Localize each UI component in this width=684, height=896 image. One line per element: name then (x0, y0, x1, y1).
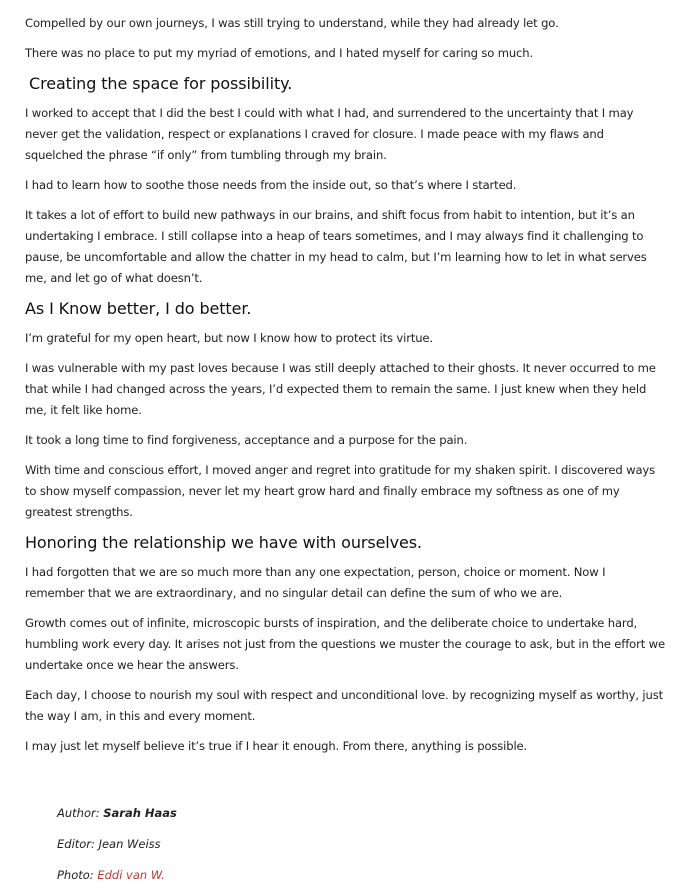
photo-credit (57, 865, 177, 896)
author-label: Author: (57, 806, 104, 820)
section-paragraph: I was vulnerable with my past loves because I was still deeply attached to their ghosts. It never occurred to me that while I had changed across the years, I’d expected them to remain the same. I just knew when they held me, it felt like home. (25, 361, 656, 417)
photographer-link[interactable]: Eddi van W. (97, 868, 165, 882)
section-paragraph: It took a long time to find forgiveness, acceptance and a purpose for the pain. (25, 433, 468, 447)
section-paragraph: I had forgotten that we are so much more than any one expectation, person, choice or moment. Now I remember that we are extraordinary, and no singular detail can define the sum of who we are. (25, 565, 606, 600)
editor-label: Editor: (57, 837, 99, 851)
section-heading: Honoring the relationship we have with ourselves. (25, 533, 422, 552)
article-body (25, 13, 665, 766)
editor-credit (57, 834, 177, 865)
section-paragraph: With time and conscious effort, I moved anger and regret into gratitude for my shaken spirit. I discovered ways to show myself compassion, never let my heart grow hard and finally embrace my softness as one of my greatest strengths. (25, 463, 656, 519)
section-heading: Creating the space for possibility. (29, 74, 293, 93)
intro-paragraph: Compelled by our own journeys, I was still trying to understand, while they had already let go. (25, 16, 559, 30)
editor-name: Jean Weiss (98, 837, 161, 851)
section-paragraph: I’m grateful for my open heart, but now I know how to protect its virtue. (25, 331, 433, 345)
photo-label: Photo: (57, 868, 98, 882)
section-heading: As I Know better, I do better. (25, 299, 252, 318)
section-paragraph: I worked to accept that I did the best I could with what I had, and surrendered to the uncertainty that I may never get the validation, respect or explanations I craved for closure. I made peace with my flaws and squelched the phrase “if only” from tumbling through my brain. (25, 106, 634, 162)
author-name: Sarah Haas (103, 806, 177, 820)
article-credits (57, 803, 177, 896)
author-credit (57, 803, 177, 834)
intro-paragraph: There was no place to put my myriad of emotions, and I hated myself for caring so much. (25, 46, 534, 60)
section-paragraph: I had to learn how to soothe those needs from the inside out, so that’s where I started. (25, 178, 517, 192)
section-paragraph: Each day, I choose to nourish my soul with respect and unconditional love. by recognizing myself as worthy, just the way I am, in this and every moment. (25, 688, 663, 723)
section-paragraph: I may just let myself believe it’s true if I hear it enough. From there, anything is possible. (25, 739, 528, 753)
section-paragraph: It takes a lot of effort to build new pathways in our brains, and shift focus from habit to intention, but it’s an undertaking I embrace. I still collapse into a heap of tears sometimes, and I may always find it challenging to pause, be uncomfortable and allow the chatter in my head to calm, but I’m learning how to let in what serves me, and let go of what doesn’t. (25, 208, 647, 285)
section-paragraph: Growth comes out of infinite, microscopic bursts of inspiration, and the deliberate choice to undertake hard, humbling work every day. It arises not just from the questions we muster the courage to ask, but in the effort we undertake once we hear the answers. (25, 616, 665, 672)
